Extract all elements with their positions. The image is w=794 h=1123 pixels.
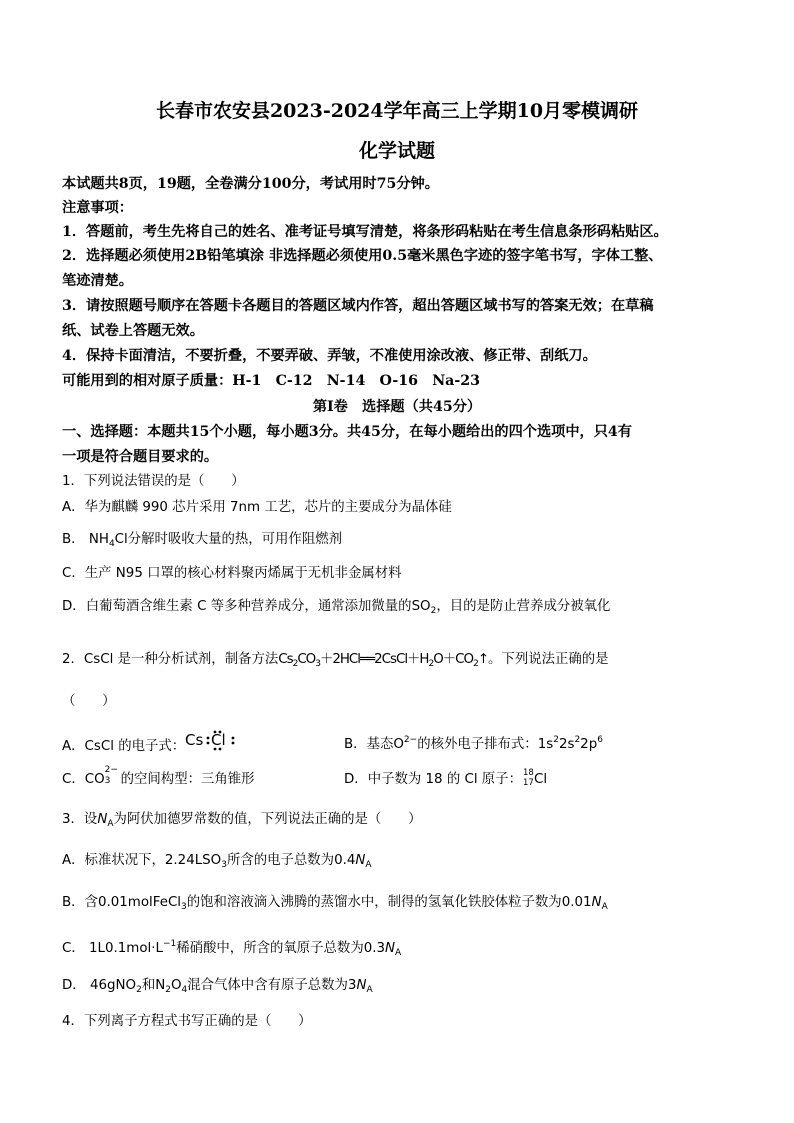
electron-dot	[207, 737, 210, 740]
lewis-structure	[185, 730, 237, 756]
note-2-line-2: 笔迹清楚。	[62, 273, 133, 289]
lewis-cs-label: Cs	[185, 731, 204, 749]
q2-option-c: C．CO 2− 3 的空间构型：三角锥形	[62, 765, 255, 787]
atomic-masses: 可能用到的相对原子质量：H-1 C-12 N-14 O-16 Na-23	[62, 373, 480, 389]
note-4: 4．保持卡面清洁，不要折叠，不要弄破、弄皱，不准使用涂改液、修正带、刮纸刀。	[62, 348, 597, 364]
note-2-line-1: 2．选择题必须使用2B铅笔填涂 非选择题必须使用0.5毫米黑色字迹的签字笔书写，字体工整、	[62, 248, 663, 264]
q2-option-a: A．CsCl 的电子式： Cs Cl	[62, 730, 237, 756]
section-instructions-line-2: 一项是符合题目要求的。	[62, 449, 219, 465]
notes-label: 注意事项：	[62, 200, 133, 216]
exam-summary: 本试题共8页，19题，全卷满分100分，考试用时75分钟。	[62, 176, 439, 192]
electron-dot	[232, 737, 235, 740]
q3-option-a: A．标准状况下，$2.24LSO_3$所含的电子总数为$0.4N_A$	[62, 853, 372, 870]
note-1: 1．答题前，考生先将自己的姓名、准考证号填写清楚，将条形码粘贴在考生信息条形码粘贴区。	[62, 224, 668, 240]
section-instructions-line-1: 一、选择题：本题共15个小题，每小题3分。共45分，在每小题给出的四个选项中，只4有	[62, 424, 632, 440]
electron-dot	[232, 742, 235, 745]
q3-option-d: D． 46gNO$_2$和$N_2O_4$混合气体中含有原子总数为$3N_A$	[62, 978, 373, 995]
q3-option-c: C． $1L0.1mol\cdot L^{-1}$稀硝酸中，所含的氧原子总数为$0.3N_A$	[62, 939, 402, 958]
q1-option-a: A．华为麒麟 990 芯片采用 7nm 工艺，芯片的主要成分为晶体硅	[62, 500, 452, 515]
q2-option-b: B．基态$O^{2-}$的核外电子排布式：$1s^22s^22p^6$	[344, 735, 603, 752]
q2-stem: 2．CsCl 是一种分析试剂，制备方法$Cs_2CO_3+2HCl══2CsCl+H_2O+CO_2↑$。下列说法正确的是	[62, 652, 609, 669]
q4-stem: 4．下列离子方程式书写正确的是（ ）	[62, 1014, 312, 1029]
q2-option-d: D．中子数为 18 的 Cl 原子： 18 17 Cl	[344, 768, 548, 788]
q3-stem: 3．设$N_A$为阿伏加德罗常数的值，下列说法正确的是（ ）	[62, 812, 422, 829]
q1-stem: 1．下列说法错误的是（ ）	[62, 474, 245, 489]
lewis-cl-label: Cl	[211, 731, 226, 749]
q3-option-b: B．含0.01molFeCl$_3$的饱和溶液滴入沸腾的蒸馏水中，制得的氢氧化铁胶体粒子数为$0.01N_A$	[62, 895, 608, 912]
electron-dot	[207, 742, 210, 745]
q2-answer-paren: （ ）	[62, 694, 116, 709]
q1-option-d: D．白葡萄酒含维生素 C 等多种营养成分，通常添加微量的$SO_2$，目的是防止营养成分被氧化	[62, 599, 611, 616]
q2-equation: $Cs_2CO_3+2HCl══2CsCl+H_2O+CO_2↑$	[278, 652, 489, 669]
q1-option-c: C．生产 N95 口罩的核心材料聚丙烯属于无机非金属材料	[62, 566, 402, 581]
isotope-notation: 18 17	[522, 768, 534, 788]
page-title: 长春市农安县2023-2024学年高三上学期10月零模调研	[155, 100, 639, 122]
q1-option-b: B． $NH_4Cl$分解时吸收大量的热，可用作阻燃剂	[62, 532, 342, 549]
note-3-line-1: 3．请按照题号顺序在答题卡各题目的答题区域内作答，超出答题区域书写的答案无效；在草稿	[62, 298, 654, 314]
page-subtitle: 化学试题	[358, 140, 435, 162]
part1-heading: 第Ⅰ卷 选择题（共45分）	[312, 399, 482, 415]
note-3-line-2: 纸、试卷上答题无效。	[62, 323, 204, 339]
